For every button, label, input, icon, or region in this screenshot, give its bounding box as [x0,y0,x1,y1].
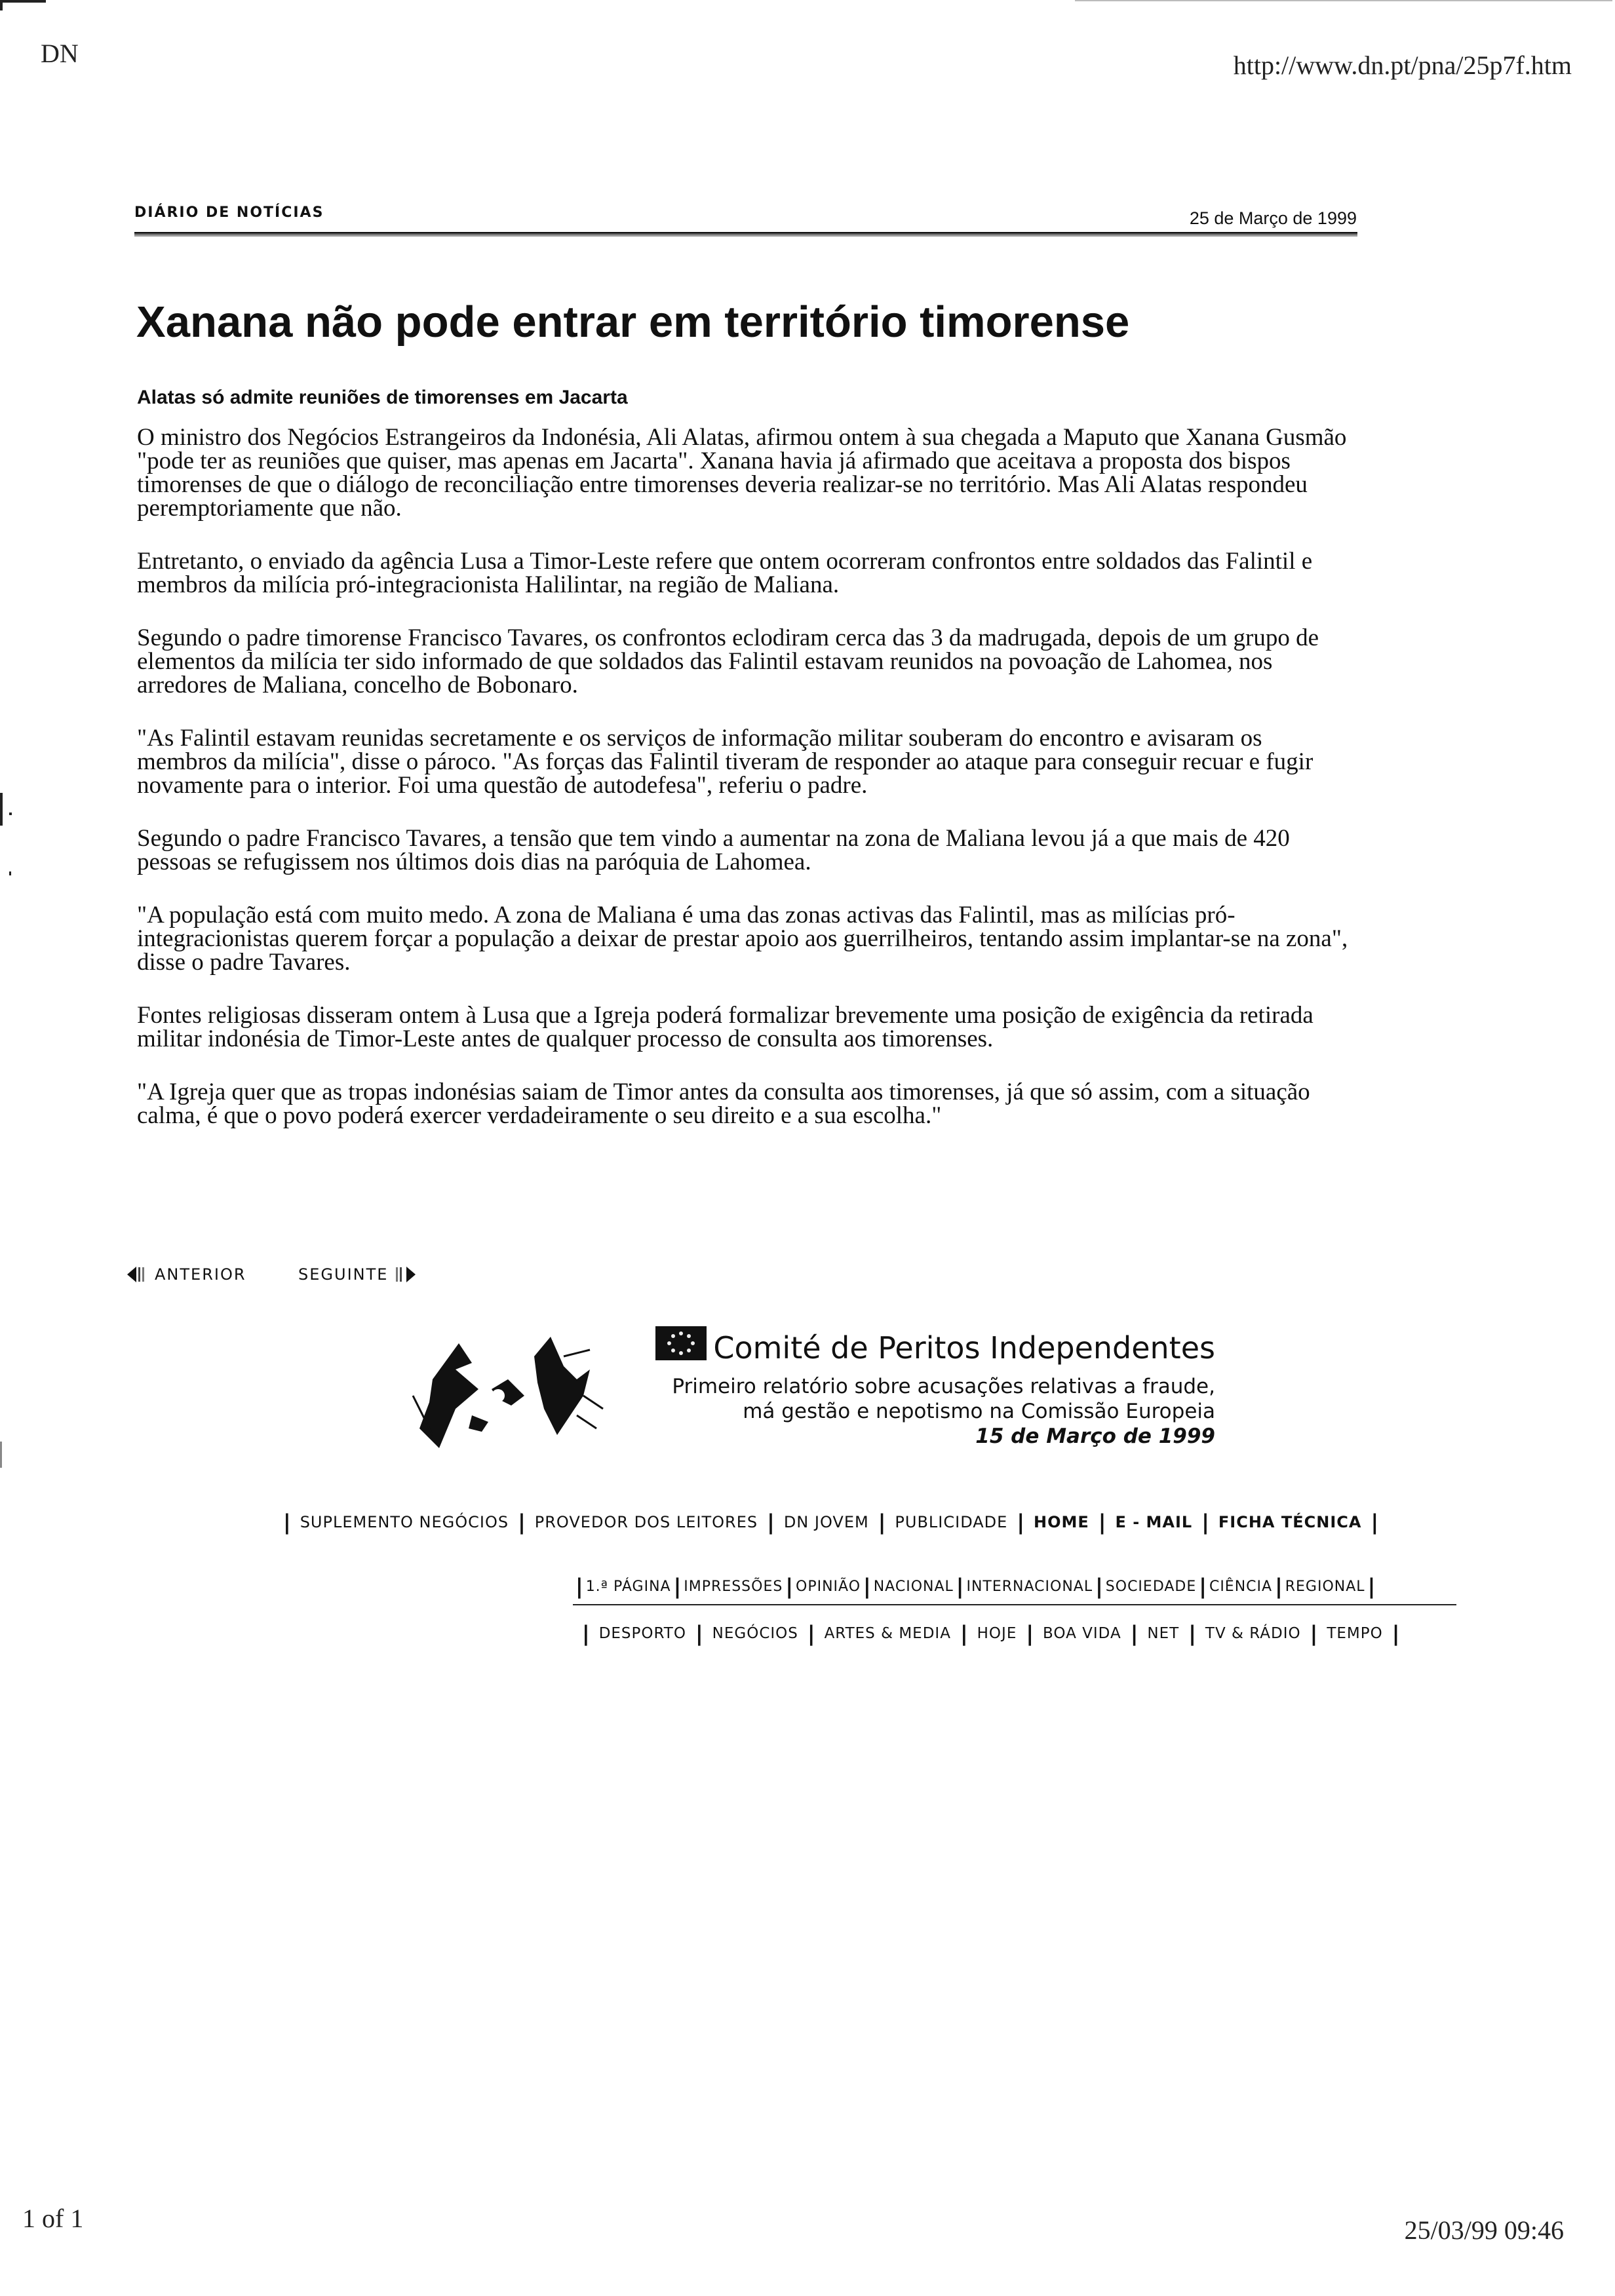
article-headline: Xanana não pode entrar em território timorense [136,297,1130,347]
previous-article-label: ANTERIOR [155,1265,246,1284]
nav-link-tempo[interactable]: TEMPO [1327,1625,1383,1642]
print-header-url: http://www.dn.pt/pna/25p7f.htm [1233,50,1572,80]
publication-date: 25 de Março de 1999 [1189,208,1357,228]
nav-separator: | [785,1574,794,1599]
nav-link-impressoes[interactable]: IMPRESSÕES [684,1578,783,1595]
nav-separator: | [1098,1510,1106,1535]
nav-link-opiniao[interactable]: OPINIÃO [796,1578,861,1595]
nav-link-primeira-pagina[interactable]: 1.ª PÁGINA [585,1578,671,1595]
print-timestamp: 25/03/99 09:46 [1404,2215,1564,2245]
article-paragraph: Entretanto, o enviado da agência Lusa a Timor-Leste refere que ontem ocorreram confrontos entre soldados das Falintil e membros da milícia pró-integracionista Halilintar, na região de Maliana. [137,548,1313,598]
nav-link-sociedade[interactable]: SOCIEDADE [1105,1578,1197,1595]
nav-separator: | [1017,1510,1025,1535]
print-page-count: 1 of 1 [22,2204,84,2233]
nav-separator: | [767,1510,775,1535]
nav-link-regional[interactable]: REGIONAL [1285,1578,1365,1595]
masthead-logo[interactable]: DIÁRIO DE NOTÍCIAS [134,204,324,221]
banner-subtitle: má gestão e nepotismo na Comissão Europeia [743,1400,1215,1423]
scan-edge-mark [0,793,3,826]
banner-illustration [393,1317,629,1468]
footer-nav-primary [274,1510,1388,1535]
nav-separator: | [956,1574,964,1599]
nav-separator: | [518,1510,526,1535]
scan-edge-mark [0,0,3,10]
nav-separator: | [1367,1574,1376,1599]
nav-link-tv-radio[interactable]: TV & RÁDIO [1205,1625,1301,1642]
nav-link-publicidade[interactable]: PUBLICIDADE [895,1513,1008,1531]
nav-separator: | [1026,1621,1034,1646]
nav-separator: | [1371,1510,1379,1535]
nav-separator: | [1130,1621,1138,1646]
footer-nav-sections-secondary [573,1621,1409,1646]
nav-link-net[interactable]: NET [1147,1625,1180,1642]
eu-flag-icon [655,1326,707,1360]
footer-nav-sections [573,1574,1378,1599]
banner-date: 15 de Março de 1999 [975,1425,1215,1448]
nav-separator: | [863,1574,871,1599]
arrow-right-icon [395,1265,417,1284]
scan-edge-mark [9,871,11,875]
nav-link-hoje[interactable]: HOJE [977,1625,1017,1642]
next-article-label: SEGUINTE [298,1265,389,1284]
nav-separator: | [1275,1574,1283,1599]
nav-link-internacional[interactable]: INTERNACIONAL [966,1578,1093,1595]
scan-edge-mark [0,0,46,3]
nav-separator: | [1095,1574,1103,1599]
nav-link-provedor-dos-leitores[interactable]: PROVEDOR DOS LEITORES [534,1513,758,1531]
banner-subtitle: Primeiro relatório sobre acusações relativas a fraude, [672,1375,1215,1398]
article-paragraph: O ministro dos Negócios Estrangeiros da Indonésia, Ali Alatas, afirmou ontem à sua chegada a Maputo que Xanana Gusmão "pode ter as reuniões que quiser, mas apenas em Jacarta". Xanana havia já afirmado que aceitava a proposta dos bispos timorenses de que o diálogo de reconciliação entre timorenses deveria realizar-se no território. Mas Ali Alatas respondeu peremptoriamente que não. [137,424,1347,522]
print-header-label: DN [41,39,79,68]
article-paragraph: Segundo o padre timorense Francisco Tavares, os confrontos eclodiram cerca das 3 da madrugada, depois de um grupo de elementos da milícia ter sido informado de que soldados das Falintil estavam reunidos na povoação de Lahomea, nos arredores de Maliana, concelho de Bobonaro. [137,624,1319,698]
article-paragraph: "A população está com muito medo. A zona de Maliana é uma das zonas activas das Falintil, mas as milícias pró-integracionistas querem forçar a população a deixar de prestar apoio aos guerrilheiros, tentando assim implantar-se na zona", disse o padre Tavares. [137,902,1348,976]
scan-edge-mark [9,813,12,815]
article-body [137,426,1356,1157]
nav-separator: | [807,1621,815,1646]
nav-link-nacional[interactable]: NACIONAL [873,1578,954,1595]
nav-separator: | [1188,1621,1196,1646]
article-paragraph: "As Falintil estavam reunidas secretamente e os serviços de informação militar souberam do encontro e avisaram os membros da milícia", disse o pároco. "As forças das Falintil tiveram de responder ao ataque para conseguir recuar e fugir novamente para o interior. Foi uma questão de autodefesa", referiu o padre. [137,725,1313,799]
nav-link-desporto[interactable]: DESPORTO [598,1625,686,1642]
banner-title: Comité de Peritos Independentes [713,1330,1215,1366]
nav-separator: | [582,1621,590,1646]
article-paragraph: "A Igreja quer que as tropas indonésias saiam de Timor antes da consulta aos timorenses, já que só assim, com a situação calma, é que o povo poderá exercer verdadeiramente o seu direito e a sua escolha." [137,1079,1310,1129]
footer-nav-divider [573,1604,1456,1605]
nav-separator: | [960,1621,968,1646]
nav-link-suplemento-negocios[interactable]: SUPLEMENTO NEGÓCIOS [300,1513,509,1531]
nav-link-ciencia[interactable]: CIÊNCIA [1209,1578,1273,1595]
nav-link-email[interactable]: E - MAIL [1115,1513,1193,1531]
nav-separator: | [1201,1510,1209,1535]
nav-link-boa-vida[interactable]: BOA VIDA [1043,1625,1121,1642]
nav-link-home[interactable]: HOME [1034,1513,1089,1531]
masthead-divider [134,232,1357,237]
nav-separator: | [1391,1621,1400,1646]
nav-link-ficha-tecnica[interactable]: FICHA TÉCNICA [1218,1513,1362,1531]
next-article-link[interactable] [298,1265,417,1284]
nav-separator: | [575,1574,583,1599]
arrow-left-icon [126,1265,148,1284]
nav-separator: | [673,1574,682,1599]
nav-separator: | [283,1510,291,1535]
scan-edge-mark [0,1442,2,1468]
nav-link-artes-media[interactable]: ARTES & MEDIA [824,1625,951,1642]
nav-separator: | [695,1621,703,1646]
nav-separator: | [1199,1574,1207,1599]
nav-link-dn-jovem[interactable]: DN JOVEM [783,1513,869,1531]
nav-link-negocios[interactable]: NEGÓCIOS [712,1625,798,1642]
nav-separator: | [878,1510,886,1535]
committee-report-banner[interactable] [393,1317,1226,1468]
article-paragraph: Segundo o padre Francisco Tavares, a tensão que tem vindo a aumentar na zona de Maliana levou já a que mais de 420 pessoas se refugissem nos últimos dois dias na paróquia de Lahomea. [137,825,1290,875]
nav-separator: | [1310,1621,1318,1646]
article-paragraph: Fontes religiosas disseram ontem à Lusa que a Igreja poderá formalizar brevemente uma posição de exigência da retirada militar indonésia de Timor-Leste antes de qualquer processo de consulta aos timorenses. [137,1002,1313,1052]
previous-article-link[interactable] [126,1265,246,1284]
article-subhead: Alatas só admite reuniões de timorenses em Jacarta [137,387,628,408]
scan-edge-line [1075,0,1612,1]
